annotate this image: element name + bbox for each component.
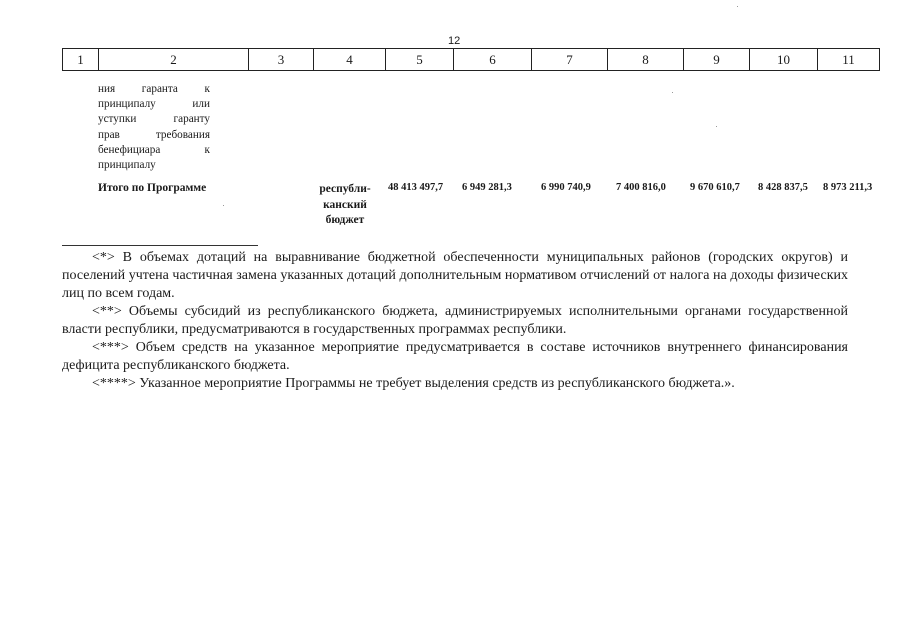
scan-speck [737, 6, 738, 7]
scan-speck [672, 92, 673, 93]
table-header-row [62, 48, 880, 71]
footnote: <***> Объем средств на указанное мероприятие предусматривается в составе источников внутреннего финансирования дефицита республиканского бюджета. [62, 340, 848, 373]
continuation-line: принципалу [98, 159, 156, 172]
continuation-line: уступки гаранту [98, 113, 210, 126]
column-header-8: 8 [607, 49, 683, 70]
column-header-1: 1 [62, 49, 98, 70]
footnote: <**> Объемы субсидий из республиканского бюджета, администрируемых исполнительными органами государственной власти республики, предусматриваются в государственных программах республики. [62, 304, 848, 337]
total-value-col10: 8 428 837,5 [758, 182, 808, 193]
column-header-7: 7 [531, 49, 607, 70]
column-header-2: 2 [98, 49, 248, 70]
continuation-line: прав требования [98, 128, 210, 141]
total-value-col7: 6 990 740,9 [541, 182, 591, 193]
column-header-5: 5 [385, 49, 453, 70]
column-header-11: 11 [817, 49, 880, 70]
column-header-6: 6 [453, 49, 531, 70]
continuation-line: ния гаранта к [98, 83, 210, 95]
measure-name-continuation [98, 82, 210, 173]
total-value-col8: 7 400 816,0 [616, 182, 666, 193]
total-value-col6: 6 949 281,3 [462, 182, 512, 193]
continuation-line: бенефициара к [98, 143, 210, 156]
footnote-separator [62, 245, 258, 246]
footnote: <****> Указанное мероприятие Программы не требует выделения средств из республиканского бюджета.». [92, 376, 735, 391]
scan-speck [716, 126, 717, 127]
footnote: <*> В объемах дотаций на выравнивание бюджетной обеспеченности муниципальных районов (городских округов) и поселений учтена частичная замена указанных дотаций дополнительным нормативом отчислений от налога на доходы физических лиц по всем годам. [62, 250, 848, 301]
budget-line: бюджет [325, 214, 365, 226]
total-value-col5: 48 413 497,7 [388, 182, 444, 193]
budget-source [312, 182, 378, 229]
total-value-col11: 8 973 211,3 [823, 182, 873, 193]
column-header-10: 10 [749, 49, 817, 70]
column-header-4: 4 [313, 49, 385, 70]
column-header-9: 9 [683, 49, 749, 70]
budget-line: республи- [319, 183, 371, 195]
footnotes [62, 249, 848, 393]
column-header-3: 3 [248, 49, 313, 70]
total-value-col9: 9 670 610,7 [690, 182, 740, 193]
continuation-line: принципалу или [98, 98, 210, 111]
total-row-label: Итого по Программе [98, 182, 207, 194]
budget-line: канский [323, 198, 367, 211]
scan-speck [223, 205, 224, 206]
page-number: 12 [448, 35, 461, 47]
